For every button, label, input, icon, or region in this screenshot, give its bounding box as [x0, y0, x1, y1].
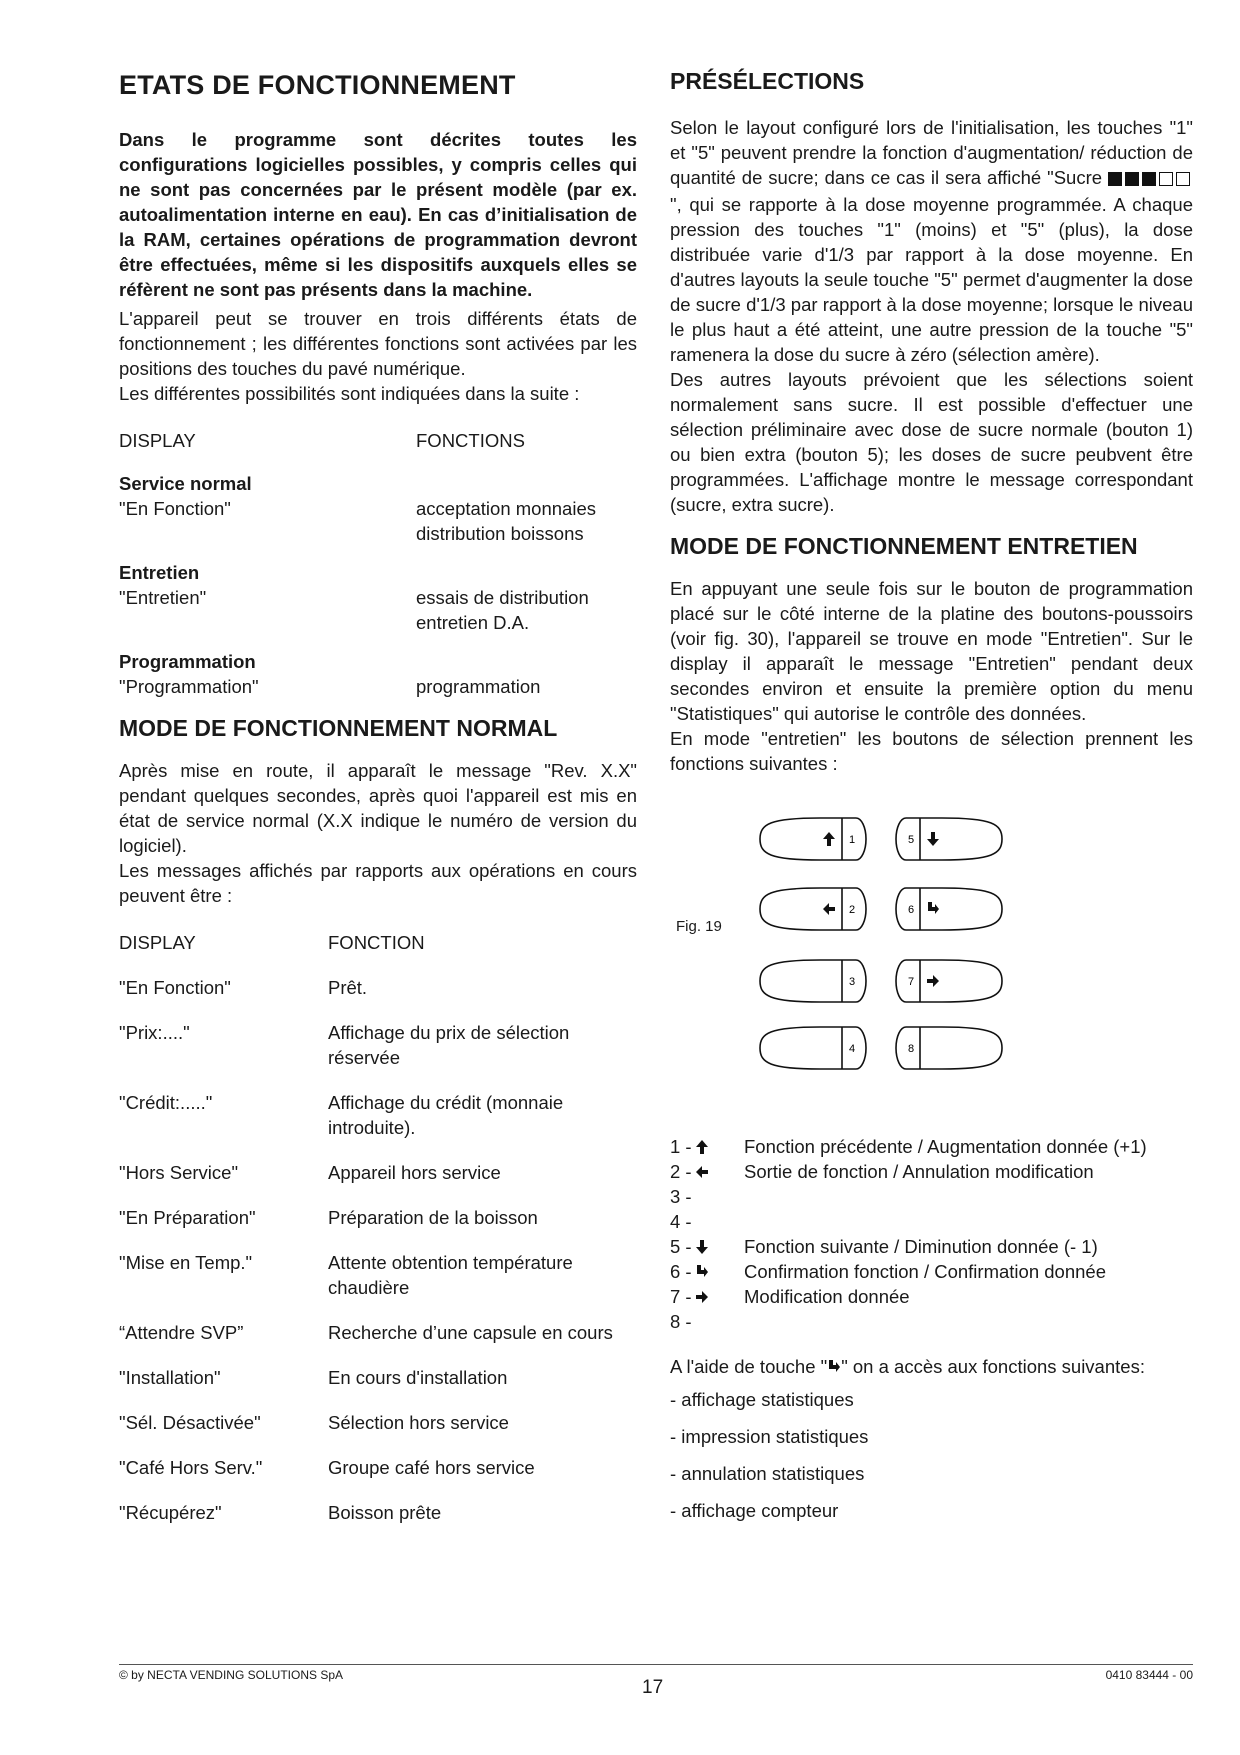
- states-header-functions: FONCTIONS: [416, 430, 525, 451]
- key-number: [670, 1159, 744, 1184]
- message-function: Affichage du crédit (monnaie introduite).: [328, 1092, 564, 1138]
- selection-button-6: [896, 888, 1002, 930]
- key-function-row: [670, 1284, 1193, 1309]
- normal-mode-paragraph: Après mise en route, il apparaît le message "Rev. X.X" pendant quelques secondes, après quoi l'appareil est mis en état de service normal (X.X indique le numéro de version du logiciel).: [119, 760, 637, 856]
- key-function-text: Fonction suivante / Diminution donnée (- 1): [744, 1236, 1098, 1257]
- message-row: [119, 975, 637, 1000]
- states-header-display: DISPLAY: [119, 430, 196, 451]
- selection-button-7: [896, 960, 1002, 1002]
- key-number: [670, 1234, 744, 1259]
- messages-header: [119, 930, 637, 955]
- states-header: [119, 428, 637, 453]
- message-function: Affichage du prix de sélection réservée: [328, 1022, 570, 1068]
- key-number-label: 1 -: [670, 1136, 692, 1157]
- arrow-enter-icon: [695, 1264, 709, 1280]
- message-function: Boisson prête: [328, 1502, 442, 1523]
- page-number: 17: [642, 1677, 664, 1698]
- state-section-title: Entretien: [119, 562, 200, 583]
- message-function: Recherche d’une capsule en cours: [328, 1322, 613, 1343]
- footer-copyright: © by NECTA VENDING SOLUTIONS SpA: [119, 1668, 344, 1682]
- preselections-text-a: Selon le layout configuré lors de l'initialisation, les touches "1" et "5" peuvent prendre la fonction d'augmentation/ réduction de quantité de sucre; dans ce cas il sera affiché "Sucre: [670, 117, 1193, 188]
- state-row: [119, 585, 637, 635]
- key-number-label: 6 -: [670, 1261, 692, 1282]
- arrow-right-icon: [695, 1289, 709, 1305]
- message-row: [119, 1090, 637, 1140]
- message-row: [119, 1205, 637, 1230]
- state-functions: essais de distribution entretien D.A.: [416, 587, 589, 633]
- key-number: [670, 1184, 744, 1209]
- message-row: [119, 1365, 637, 1390]
- page-title: ETATS DE FONCTIONNEMENT: [119, 70, 516, 100]
- message-row: [119, 1455, 637, 1480]
- intro-bold-paragraph: Dans le programme sont décrites toutes les configurations logicielles possibles, y compris celles qui ne sont pas concernées par le présent modèle (par ex. autoalimentation interne en eau). En cas d’initialisation de la RAM, certaines opérations de programmation devront être effectuées, même si les dispositifs auxquels elles se réfèrent ne sont pas présents dans la machine.: [119, 129, 637, 300]
- message-function: En cours d'installation: [328, 1367, 508, 1388]
- message-function: Préparation de la boisson: [328, 1207, 538, 1228]
- key-function-list: [670, 1134, 1193, 1334]
- message-function: Sélection hors service: [328, 1412, 509, 1433]
- state-display: "Entretien": [119, 587, 207, 608]
- button-number: 8: [907, 1043, 915, 1055]
- button-number: 6: [907, 904, 915, 916]
- sugar-block-filled: [1142, 172, 1156, 186]
- message-display: "Installation": [119, 1367, 221, 1388]
- arrow-enter-icon: [827, 1359, 841, 1375]
- key-number: [670, 1134, 744, 1159]
- selection-buttons-diagram: [670, 794, 1193, 1124]
- button-figure: [670, 794, 1193, 1124]
- selection-button-5: [896, 818, 1002, 860]
- message-function: Groupe café hors service: [328, 1457, 535, 1478]
- messages-header-display: DISPLAY: [119, 932, 196, 953]
- selection-button-2: [760, 888, 866, 930]
- messages-table: [119, 930, 637, 1525]
- access-sentence: [670, 1354, 1193, 1379]
- footer-divider: [119, 1664, 1193, 1665]
- function-list-item: - affichage statistiques: [670, 1389, 854, 1410]
- message-function: Appareil hors service: [328, 1162, 501, 1183]
- message-display: "En Préparation": [119, 1207, 256, 1228]
- function-list-item: - impression statistiques: [670, 1426, 869, 1447]
- message-display: "Hors Service": [119, 1162, 239, 1183]
- button-number: 1: [848, 834, 856, 846]
- access-text-a: A l'aide de touche ": [670, 1356, 828, 1377]
- message-display: "En Fonction": [119, 977, 231, 998]
- message-row: [119, 1410, 637, 1435]
- preselections-title: PRÉSÉLECTIONS: [670, 68, 865, 94]
- key-number-label: 4 -: [670, 1211, 692, 1232]
- message-display: "Crédit:.....": [119, 1092, 213, 1113]
- key-number: [670, 1284, 744, 1309]
- message-row: [119, 1250, 637, 1300]
- access-text-b: " on a accès aux fonctions suivantes:: [841, 1356, 1145, 1377]
- key-function-row: [670, 1209, 1193, 1234]
- key-function-text: Modification donnée: [744, 1286, 910, 1307]
- message-row: [119, 1320, 637, 1345]
- selection-button-1: [760, 818, 866, 860]
- preselections-paragraph-2: Des autres layouts prévoient que les sélections soient normalement sans sucre. Il est possible d'effectuer une sélection préliminaire avec dose de sucre normale (bouton 1) ou bien extra (bouton 5); les doses de sucre peubvent être programmées. L'affichage montre le message correspondant (sucre, extra sucre).: [670, 369, 1193, 515]
- key-number-label: 8 -: [670, 1311, 692, 1332]
- function-list-item: - affichage compteur: [670, 1500, 839, 1521]
- key-number-label: 3 -: [670, 1186, 692, 1207]
- key-function-row: [670, 1184, 1193, 1209]
- state-row: [119, 496, 637, 546]
- right-column: [670, 58, 1193, 1523]
- sugar-block-filled: [1108, 172, 1122, 186]
- arrow-up-icon: [695, 1139, 709, 1155]
- state-functions: acceptation monnaies distribution boissons: [416, 498, 596, 544]
- normal-mode-paragraph-2: Les messages affichés par rapports aux opérations en cours peuvent être :: [119, 860, 637, 906]
- message-display: "Sél. Désactivée": [119, 1412, 261, 1433]
- key-function-text: Fonction précédente / Augmentation donnée (+1): [744, 1136, 1147, 1157]
- key-number-label: 7 -: [670, 1286, 692, 1307]
- key-function-row: [670, 1309, 1193, 1334]
- message-display: "Mise en Temp.": [119, 1252, 253, 1273]
- state-functions: programmation: [416, 676, 541, 697]
- message-display: "Prix:....": [119, 1022, 190, 1043]
- sugar-block-empty: [1176, 172, 1190, 186]
- message-function: Attente obtention température chaudière: [328, 1252, 573, 1298]
- key-number: [670, 1259, 744, 1284]
- message-display: "Café Hors Serv.": [119, 1457, 263, 1478]
- state-row: [119, 674, 637, 699]
- document-code: 0410 83444 - 00: [1105, 1668, 1193, 1682]
- button-number: 3: [848, 976, 856, 988]
- key-function-text: Sortie de fonction / Annulation modification: [744, 1161, 1094, 1182]
- sugar-level-indicator: [1108, 167, 1193, 192]
- key-function-text: Confirmation fonction / Confirmation donnée: [744, 1261, 1106, 1282]
- preselections-text-b: ", qui se rapporte à la dose moyenne programmée. A chaque pression des touches "1" (moins) et "5" (plus), la dose distribuée varie d'1/3 par rapport à la dose moyenne. En d'autres layouts la seule touche "5" permet d'augmenter la dose de sucre d'1/3 par rapport à la dose moyenne; lorsque le niveau le plus haut a été atteint, une autre pression de la touche "5" ramenera la dose du sucre à zéro (sélection amère).: [670, 194, 1193, 365]
- button-number: 2: [848, 904, 856, 916]
- message-display: “Attendre SVP”: [119, 1322, 244, 1343]
- key-number-label: 5 -: [670, 1236, 692, 1257]
- maintenance-paragraph-2: En mode "entretien" les boutons de sélection prennent les fonctions suivantes :: [670, 728, 1193, 774]
- key-function-row: [670, 1234, 1193, 1259]
- state-section-title: Service normal: [119, 473, 252, 494]
- message-row: [119, 1160, 637, 1185]
- button-number: 5: [907, 834, 915, 846]
- preselections-paragraph: [670, 115, 1193, 367]
- state-display: "Programmation": [119, 676, 259, 697]
- sugar-block-filled: [1125, 172, 1139, 186]
- maintenance-mode-title: MODE DE FONCTIONNEMENT ENTRETIEN: [670, 533, 1138, 559]
- button-number: 4: [848, 1043, 856, 1055]
- button-number: 7: [907, 976, 915, 988]
- key-function-row: [670, 1134, 1193, 1159]
- message-row: [119, 1500, 637, 1525]
- selection-button-3: [760, 960, 866, 1002]
- key-number-label: 2 -: [670, 1161, 692, 1182]
- key-number: [670, 1309, 744, 1334]
- messages-header-function: FONCTION: [328, 932, 425, 953]
- function-list-item: - annulation statistiques: [670, 1463, 865, 1484]
- arrow-down-icon: [695, 1239, 709, 1255]
- key-number: [670, 1209, 744, 1234]
- maintenance-paragraph: En appuyant une seule fois sur le bouton de programmation placé sur le côté interne de la platine des boutons-poussoirs (voir fig. 30), l'appareil se trouve en mode "Entretien". Sur le display il apparaît le message "Entretien" pendant deux secondes environ et ensuite la première option du menu "Statistiques" qui autorise le contrôle des données.: [670, 578, 1193, 724]
- message-display: "Récupérez": [119, 1502, 222, 1523]
- state-display: "En Fonction": [119, 498, 231, 519]
- state-section-title: Programmation: [119, 651, 256, 672]
- intro-paragraph-2: Les différentes possibilités sont indiquées dans la suite :: [119, 383, 580, 404]
- key-function-row: [670, 1159, 1193, 1184]
- normal-mode-title: MODE DE FONCTIONNEMENT NORMAL: [119, 715, 558, 741]
- left-column: [119, 58, 637, 1545]
- selection-button-4: [760, 1027, 866, 1069]
- key-function-row: [670, 1259, 1193, 1284]
- message-row: [119, 1020, 637, 1070]
- intro-paragraph: L'appareil peut se trouver en trois différents états de fonctionnement ; les différentes fonctions sont activées par les positions des touches du pavé numérique.: [119, 308, 637, 379]
- figure-label: Fig. 19: [676, 918, 722, 935]
- sugar-block-empty: [1159, 172, 1173, 186]
- selection-button-8: [896, 1027, 1002, 1069]
- arrow-left-icon: [695, 1164, 709, 1180]
- message-function: Prêt.: [328, 977, 368, 998]
